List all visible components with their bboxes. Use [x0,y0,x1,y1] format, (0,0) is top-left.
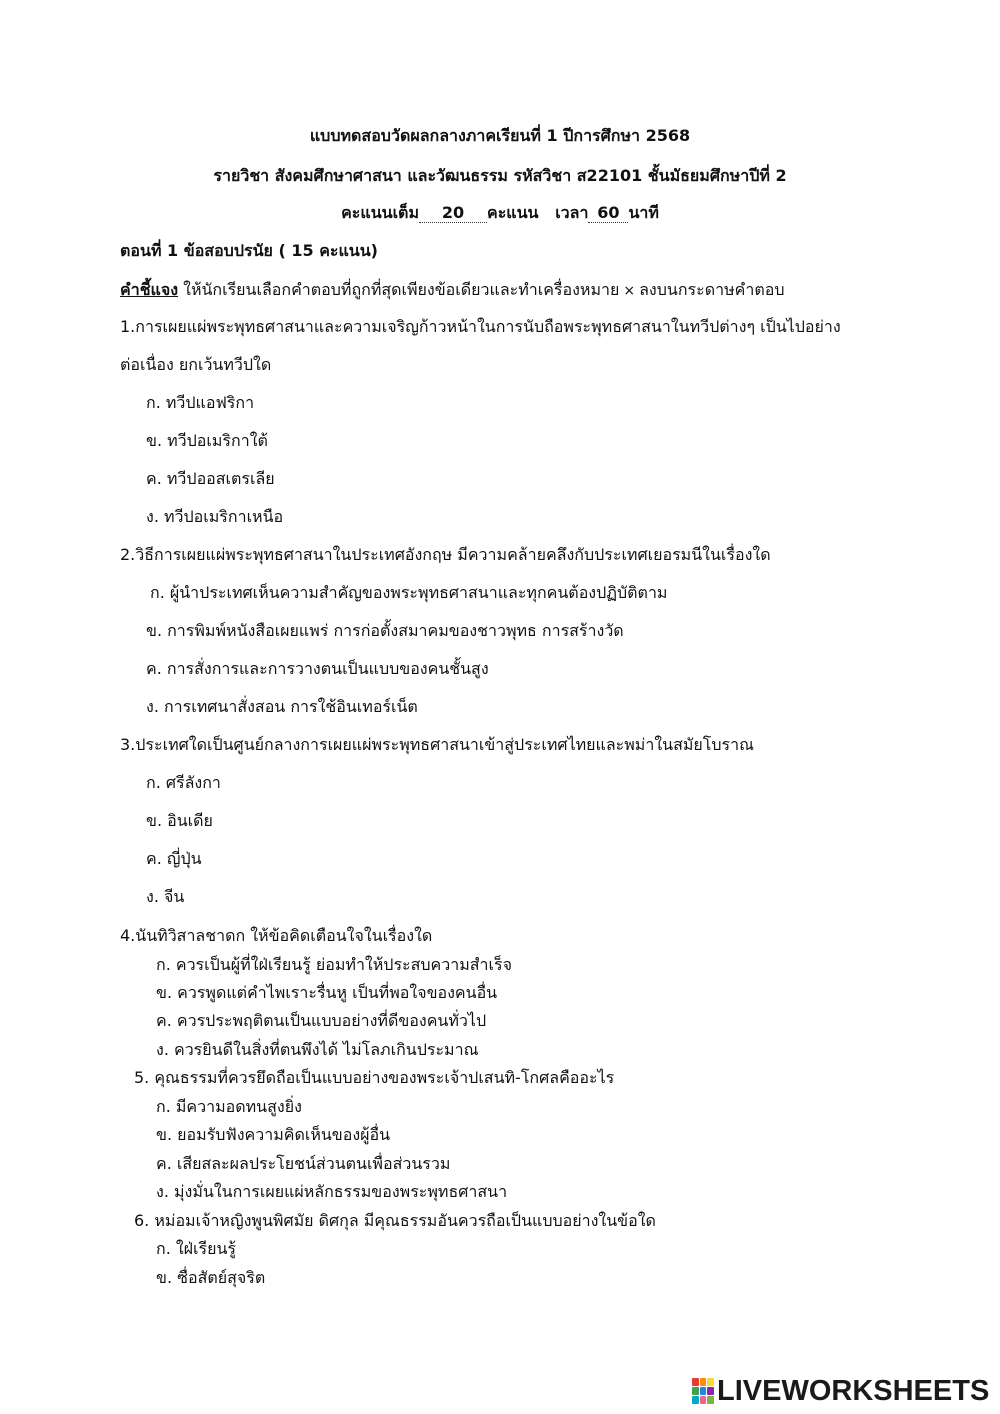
question-2-choice-d: ง. การเทศนาสั่งสอน การใช้อินเทอร์เน็ต [146,697,418,716]
question-1-choice-a: ก. ทวีปแอฟริกา [146,393,255,412]
logo-cell [700,1396,707,1404]
time-value: 60 [588,204,628,223]
logo-cell [707,1387,714,1395]
question-4-choice-b: ข. ควรพูดแต่คำไพเราะรื่นหู เป็นที่พอใจของคนอื่น [156,983,498,1002]
question-1-choice-d: ง. ทวีปอเมริกาเหนือ [146,507,284,526]
time-unit: นาที [628,203,659,222]
instruction-line [120,280,784,301]
question-2-choice-b: ข. การพิมพ์หนังสือเผยแพร่ การก่อตั้งสมาคมของชาวพุทธ การสร้างวัด [146,621,624,640]
score-unit: คะแนน [486,203,539,222]
question-3-choice-c: ค. ญี่ปุ่น [146,849,202,868]
exam-title: แบบทดสอบวัดผลกลางภาคเรียนที่ 1 ปีการศึกษา 2568 [309,126,691,145]
question-6-text: 6. หม่อมเจ้าหญิงพูนพิศมัย ดิศกุล มีคุณธรรมอันควรถือเป็นแบบอย่างในข้อใด [134,1211,656,1230]
logo-cell [692,1378,699,1386]
question-5-choice-b: ข. ยอมรับฟังความคิดเห็นของผู้อื่น [156,1125,391,1144]
watermark-text: LIVEWORKSHEETS [717,1374,990,1407]
question-4-choice-c: ค. ควรประพฤติตนเป็นแบบอย่างที่ดีของคนทั่วไป [156,1011,487,1030]
question-5-choice-d: ง. มุ่งมั่นในการเผยแผ่หลักธรรมของพระพุทธศาสนา [156,1182,508,1201]
question-2-choice-a: ก. ผู้นำประเทศเห็นความสำคัญของพระพุทธศาสนาและทุกคนต้องปฏิบัติตาม [150,583,668,602]
logo-cell [707,1378,714,1386]
question-3-text: 3.ประเทศใดเป็นศูนย์กลางการเผยแผ่พระพุทธศาสนาเข้าสู่ประเทศไทยและพม่าในสมัยโบราณ [120,735,754,754]
question-4-text: 4.นันทิวิสาลชาดก ให้ข้อคิดเตือนใจในเรื่องใด [120,926,433,945]
instruction-end: ลงบนกระดาษคำตอบ [639,280,785,299]
question-2-text: 2.วิธีการเผยแผ่พระพุทธศาสนาในประเทศอังกฤษ มีความคล้ายคลึงกับประเทศเยอรมนีในเรื่องใด [120,545,771,564]
score-label: คะแนนเต็ม [341,203,419,222]
question-5-text: 5. คุณธรรมที่ควรยึดถือเป็นแบบอย่างของพระเจ้าปเสนทิ-โกศลคืออะไร [134,1068,615,1087]
score-time-line [0,203,1000,223]
question-1-text-cont: ต่อเนื่อง ยกเว้นทวีปใด [120,355,272,374]
logo-cell [692,1387,699,1395]
instruction-label: คำชี้แจง [120,280,179,299]
question-5-choice-a: ก. มีความอดทนสูงยิ่ง [156,1097,302,1116]
liveworksheets-watermark [692,1376,989,1406]
time-label: เวลา [555,203,589,222]
logo-cell [692,1396,699,1404]
question-1-text: 1.การเผยแผ่พระพุทธศาสนาและความเจริญก้าวหน้าในการนับถือพระพุทธศาสนาในทวีปต่างๆ เป็นไปอย่าง [120,317,841,336]
question-2-choice-c: ค. การสั่งการและการวางตนเป็นแบบของคนชั้นสูง [146,659,489,678]
question-6-choice-a: ก. ใฝ่เรียนรู้ [156,1239,237,1258]
question-1-choice-b: ข. ทวีปอเมริกาใต้ [146,431,268,450]
logo-cell [707,1396,714,1404]
section-title: ตอนที่ 1 ข้อสอบปรนัย ( 15 คะแนน) [120,241,378,260]
question-1-choice-c: ค. ทวีปออสเตรเลีย [146,469,275,488]
question-5-choice-c: ค. เสียสละผลประโยชน์ส่วนตนเพื่อส่วนรวม [156,1154,451,1173]
question-3-choice-d: ง. จีน [146,887,185,906]
question-3-choice-a: ก. ศรีลังกา [146,773,221,792]
score-value: 20 [419,204,487,223]
instruction-text: ให้นักเรียนเลือกคำตอบที่ถูกที่สุดเพียงข้อเดียวและทำเครื่องหมาย [178,280,620,299]
question-4-choice-d: ง. ควรยินดีในสิ่งที่ตนพึงได้ ไม่โลภเกินประมาณ [156,1040,479,1059]
liveworksheets-logo-icon [692,1378,714,1404]
exam-subject: รายวิชา สังคมศึกษาศาสนา และวัฒนธรรม รหัสวิชา ส22101 ชั้นมัธยมศึกษาปีที่ 2 [213,166,787,185]
question-4-choice-a: ก. ควรเป็นผู้ที่ใฝ่เรียนรู้ ย่อมทำให้ประสบความสำเร็จ [156,955,512,974]
question-3-choice-b: ข. อินเดีย [146,811,213,830]
logo-cell [700,1378,707,1386]
question-6-choice-b: ข. ซื่อสัตย์สุจริต [156,1268,266,1287]
logo-cell [700,1387,707,1395]
cross-mark-icon: × [623,283,636,299]
